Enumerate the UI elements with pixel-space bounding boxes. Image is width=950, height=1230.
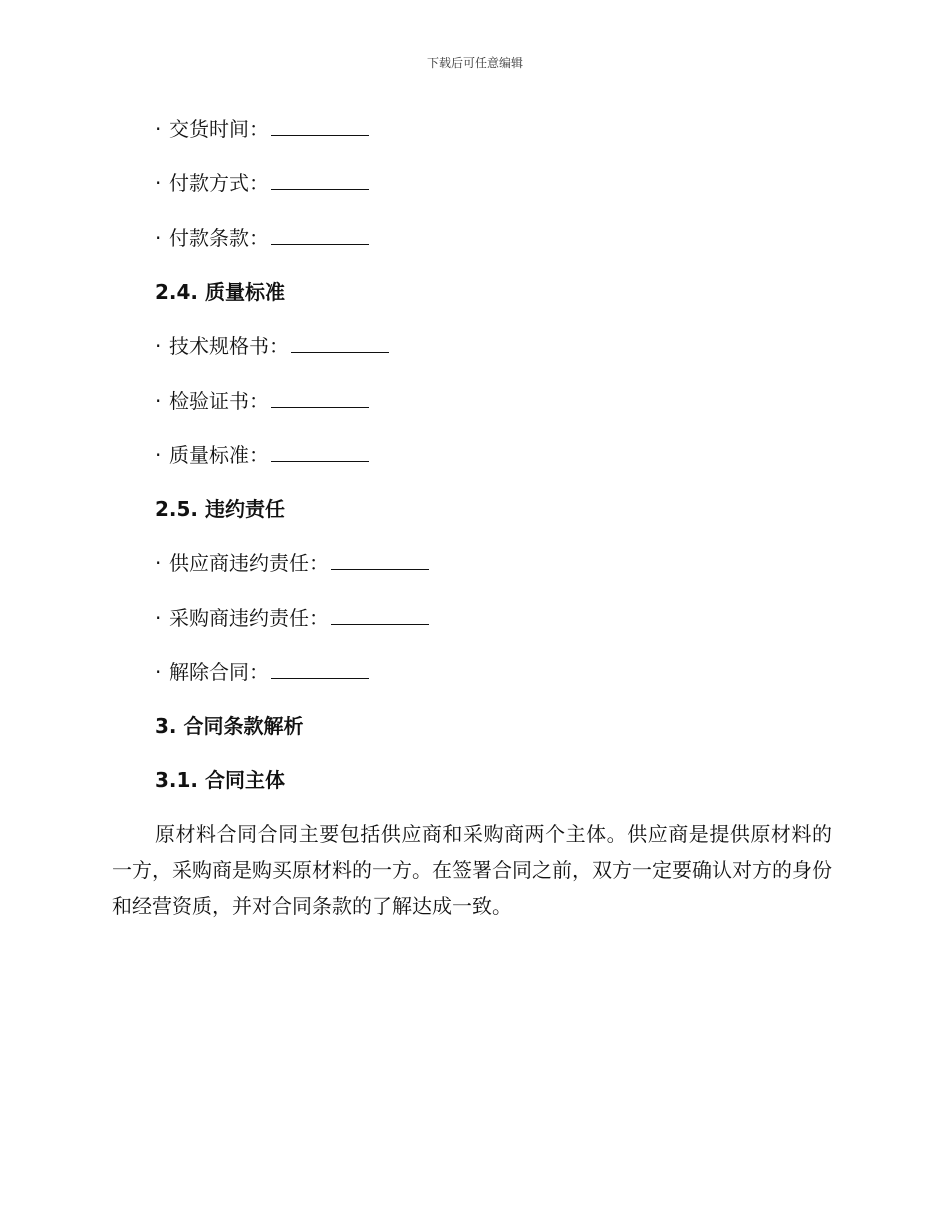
field-label: 采购商违约责任：: [169, 606, 329, 630]
bullet-icon: ·: [155, 551, 162, 575]
field-quality-standard: [155, 443, 369, 467]
body-paragraph: 原材料合同合同主要包括供应商和采购商两个主体。供应商是提供原材料的一方，采购商是购买原材料的一方。在签署合同之前，双方一定要确认对方的身份和经营资质，并对合同条款的了解达成一致。: [112, 822, 832, 918]
fill-in-blank[interactable]: [271, 660, 369, 679]
fill-in-blank[interactable]: [271, 226, 369, 245]
field-label: 解除合同：: [169, 660, 269, 684]
fill-in-blank[interactable]: [271, 389, 369, 408]
field-payment-method: [155, 171, 369, 195]
field-delivery-time: [155, 117, 369, 141]
field-payment-terms: [155, 226, 369, 250]
field-label: 供应商违约责任：: [169, 551, 329, 575]
field-label: 交货时间：: [169, 117, 269, 141]
bullet-icon: ·: [155, 660, 162, 684]
bullet-icon: ·: [155, 334, 162, 358]
fill-in-blank[interactable]: [271, 443, 369, 462]
bullet-icon: ·: [155, 171, 162, 195]
field-label: 付款方式：: [169, 171, 269, 195]
section-heading-liability: 2.5. 违约责任: [155, 497, 285, 521]
bullet-icon: ·: [155, 226, 162, 250]
section-heading-quality-standards: 2.4. 质量标准: [155, 280, 285, 304]
fill-in-blank[interactable]: [331, 551, 429, 570]
fill-in-blank[interactable]: [271, 171, 369, 190]
section-heading-contract-parties: 3.1. 合同主体: [155, 768, 285, 792]
page-header: 下载后可任意编辑: [426, 56, 523, 70]
bullet-icon: ·: [155, 117, 162, 141]
field-inspection-certificate: [155, 389, 369, 413]
field-label: 技术规格书：: [169, 334, 289, 358]
field-contract-termination: [155, 660, 369, 684]
fill-in-blank[interactable]: [331, 606, 429, 625]
bullet-icon: ·: [155, 389, 162, 413]
bullet-icon: ·: [155, 606, 162, 630]
field-supplier-liability: [155, 551, 429, 575]
section-heading-contract-analysis: 3. 合同条款解析: [155, 714, 304, 738]
bullet-icon: ·: [155, 443, 162, 467]
field-label: 质量标准：: [169, 443, 269, 467]
field-technical-spec: [155, 334, 389, 358]
field-buyer-liability: [155, 606, 429, 630]
fill-in-blank[interactable]: [271, 117, 369, 136]
field-label: 付款条款：: [169, 226, 269, 250]
fill-in-blank[interactable]: [291, 334, 389, 353]
field-label: 检验证书：: [169, 389, 269, 413]
